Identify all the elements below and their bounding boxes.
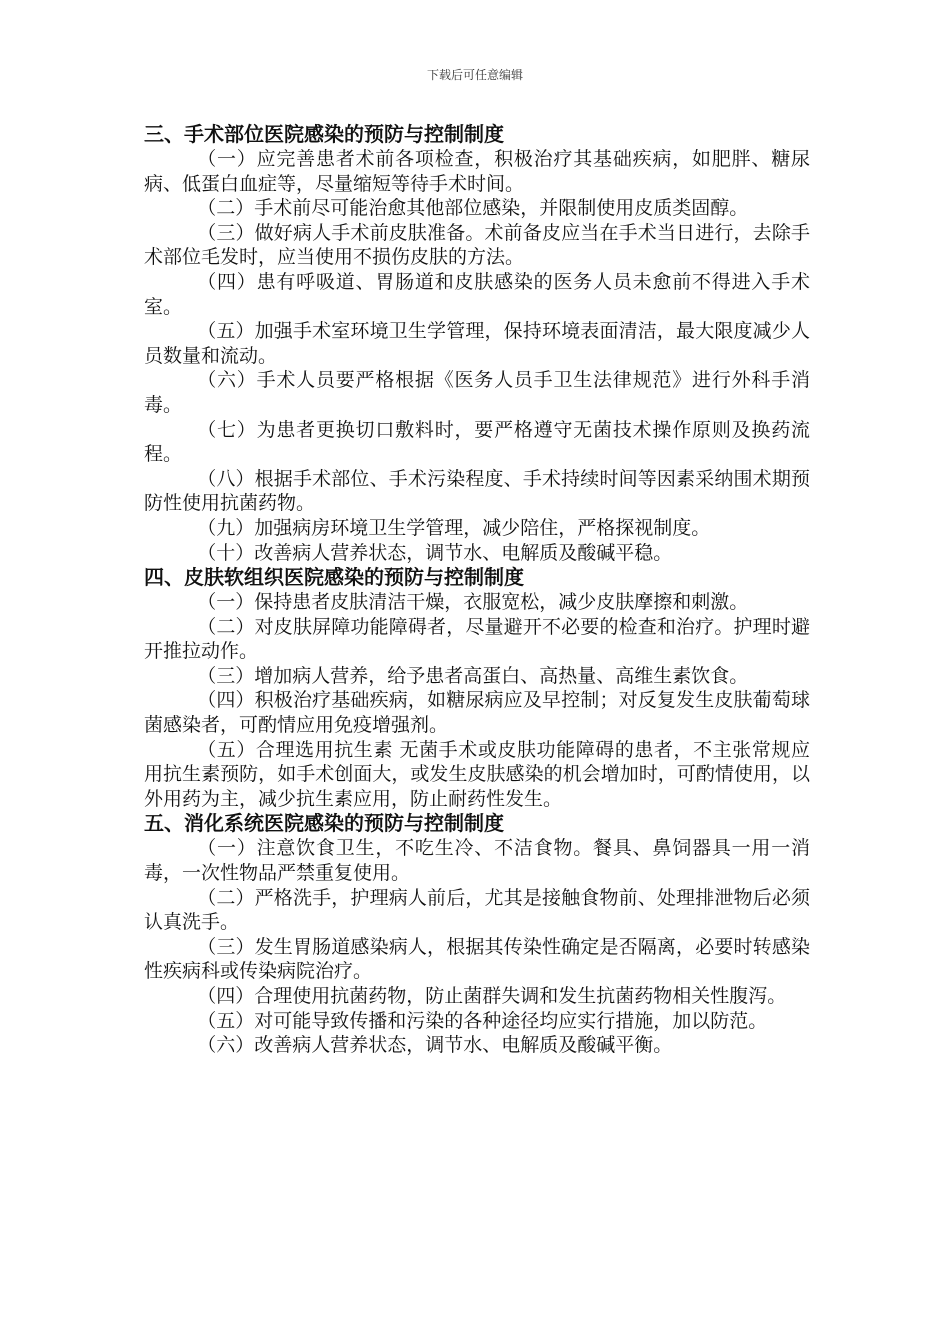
section-title: 三、手术部位医院感染的预防与控制制度 (144, 122, 504, 146)
paragraph: （二）对皮肤屏障功能障碍者，尽量避开不必要的检查和治疗。护理时避开推拉动作。 (144, 615, 810, 663)
paragraph: （六）手术人员要严格根据《医务人员手卫生法律规范》进行外科手消毒。 (144, 369, 810, 416)
paragraph: （二）严格洗手，护理病人前后，尤其是接触食物前、处理排泄物后必须认真洗手。 (144, 886, 810, 934)
page-header: 下载后可任意编辑 (426, 68, 523, 82)
paragraph: （四）患有呼吸道、胃肠道和皮肤感染的医务人员未愈前不得进入手术室。 (144, 270, 810, 318)
paragraph: （五）对可能导致传播和污染的各种途径均应实行措施，加以防范。 (197, 1009, 768, 1032)
paragraph: （五）加强手术室环境卫生学管理，保持环境表面清洁，最大限度减少人员数量和流动。 (144, 320, 810, 367)
paragraph: （三）增加病人营养，给予患者高蛋白、高热量、高维生素饮食。 (197, 664, 749, 687)
section-digestive-system (144, 811, 810, 1057)
paragraph: （六）改善病人营养状态，调节水、电解质及酸碱平衡。 (197, 1034, 673, 1057)
paragraph: （七）为患者更换切口敷料时，要严格遵守无菌技术操作原则及换药流程。 (144, 418, 810, 466)
paragraph: （五）合理选用抗生素 无菌手术或皮肤功能障碍的患者，不主张常规应用抗生素预防，如手术创面大，或发生皮肤感染的机会增加时，可酌情使用，以外用药为主，减少抗生素应用，防止耐药性发生。 (144, 738, 810, 810)
section-surgical-site (144, 122, 810, 565)
paragraph: （三）发生胃肠道感染病人，根据其传染性确定是否隔离，必要时转感染性疾病科或传染病院治疗。 (144, 935, 810, 983)
document-body (144, 122, 810, 1058)
paragraph: （十）改善病人营养状态，调节水、电解质及酸碱平稳。 (197, 541, 673, 564)
paragraph: （一）应完善患者术前各项检查，积极治疗其基础疾病，如肥胖、糖尿病、低蛋白血症等，尽量缩短等待手术时间。 (144, 148, 810, 195)
paragraph: （三）做好病人手术前皮肤准备。术前备皮应当在手术当日进行，去除手术部位毛发时，应当使用不损伤皮肤的方法。 (144, 221, 810, 269)
paragraph: （九）加强病房环境卫生学管理，减少陪住，严格探视制度。 (197, 516, 711, 539)
paragraph: （八）根据手术部位、手术污染程度、手术持续时间等因素采纳围术期预防性使用抗菌药物。 (144, 467, 810, 515)
paragraph: （一）保持患者皮肤清洁干燥，衣服宽松，减少皮肤摩擦和刺激。 (197, 591, 749, 614)
paragraph: （四）合理使用抗菌药物，防止菌群失调和发生抗菌药物相关性腹泻。 (197, 985, 787, 1007)
paragraph: （四）积极治疗基础疾病，如糖尿病应及早控制；对反复发生皮肤葡萄球菌感染者，可酌情应用免疫增强剂。 (144, 689, 810, 737)
paragraph: （二）手术前尽可能治愈其他部位感染，并限制使用皮质类固醇。 (197, 197, 749, 220)
section-title: 四、皮肤软组织医院感染的预防与控制制度 (144, 565, 524, 590)
paragraph: （一）注意饮食卫生，不吃生冷、不洁食物。餐具、鼻饲器具一用一消毒，一次性物品严禁重复使用。 (144, 837, 810, 885)
section-skin-soft-tissue (144, 565, 810, 811)
section-title: 五、消化系统医院感染的预防与控制制度 (144, 811, 504, 836)
